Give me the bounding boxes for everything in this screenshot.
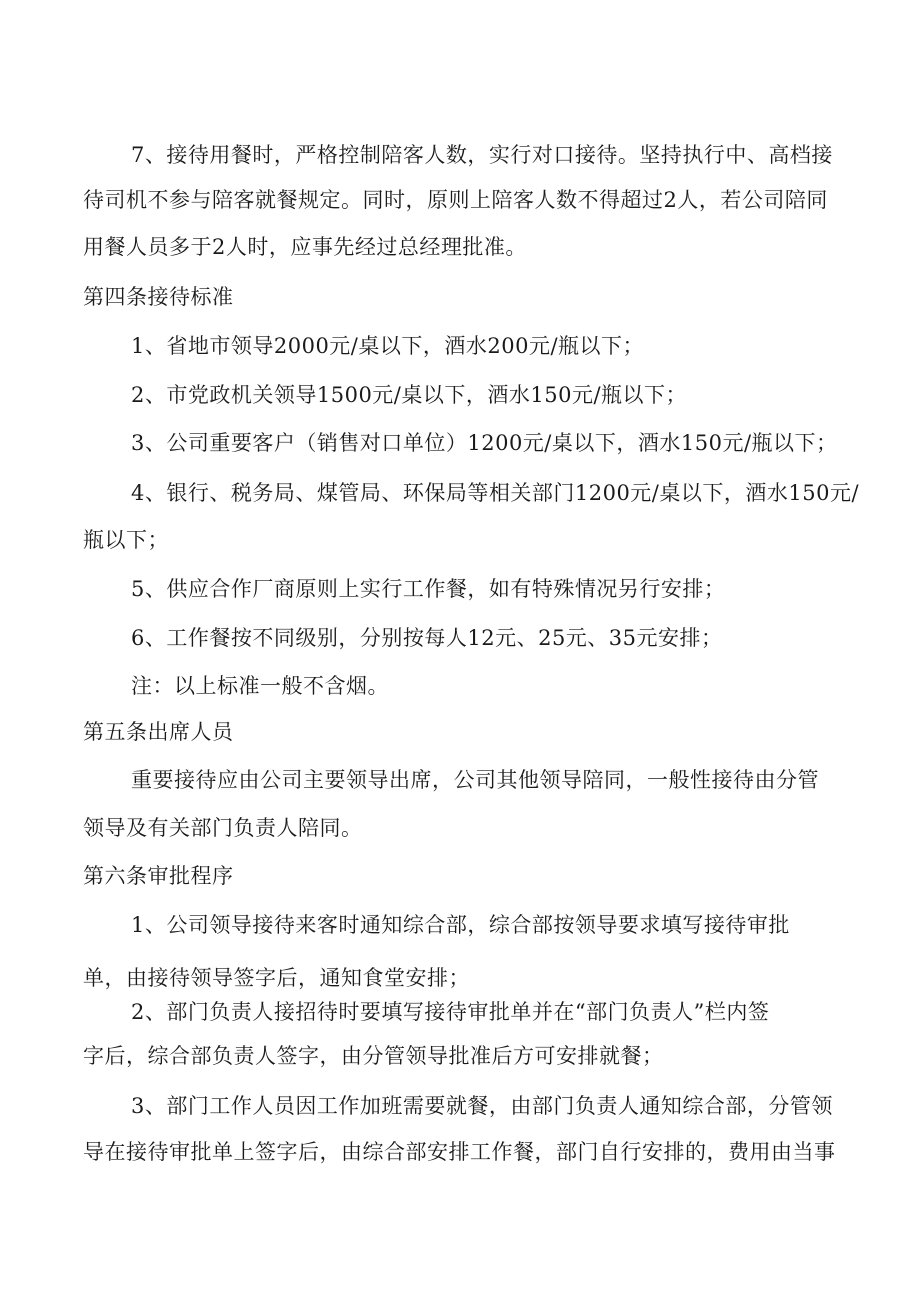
item7-line2: 待司机不参与陪客就餐规定。同时，原则上陪客人数不得超过2人，若公司陪同 bbox=[83, 188, 828, 212]
article4-item3: 3、公司重要客户（销售对口单位）1200元/桌以下，酒水150元/瓶以下； bbox=[131, 431, 838, 455]
article6-item2-line1: 2、部门负责人接招待时要填写接待审批单并在“部门负责人”栏内签 bbox=[131, 1000, 770, 1024]
article6-item1-line1: 1、公司领导接待来客时通知综合部，综合部按领导要求填写接待审批 bbox=[131, 913, 790, 937]
article6-heading: 第六条审批程序 bbox=[83, 864, 234, 888]
article6-item1-line2: 单，由接待领导签字后，通知食堂安排； bbox=[83, 966, 470, 990]
article6-item3-line1: 3、部门工作人员因工作加班需要就餐，由部门负责人通知综合部，分管领 bbox=[131, 1094, 833, 1118]
item7-line3: 用餐人员多于2人时，应事先经过总经理批准。 bbox=[83, 235, 527, 259]
article4-item4-line1: 4、银行、税务局、煤管局、环保局等相关部门1200元/桌以下，酒水150元/ bbox=[131, 481, 860, 505]
article4-item6: 6、工作餐按不同级别，分别按每人12元、25元、35元安排； bbox=[131, 626, 723, 650]
article4-item4-line2: 瓶以下； bbox=[83, 528, 169, 552]
article4-note: 注：以上标准一般不含烟。 bbox=[131, 674, 389, 698]
article5-heading: 第五条出席人员 bbox=[83, 720, 234, 744]
article4-heading: 第四条接待标准 bbox=[83, 285, 234, 309]
article4-item2: 2、市党政机关领导1500元/桌以下，酒水150元/瓶以下； bbox=[131, 383, 688, 407]
article4-item1: 1、省地市领导2000元/桌以下，酒水200元/瓶以下； bbox=[131, 334, 645, 358]
article5-body-line1: 重要接待应由公司主要领导出席，公司其他领导陪同，一般性接待由分管 bbox=[131, 768, 819, 792]
article4-item5: 5、供应合作厂商原则上实行工作餐，如有特殊情况另行安排； bbox=[131, 577, 726, 601]
item7-line1: 7、接待用餐时，严格控制陪客人数，实行对口接待。坚持执行中、高档接 bbox=[131, 143, 833, 167]
article5-body-line2: 领导及有关部门负责人陪同。 bbox=[83, 816, 363, 840]
article6-item3-line2: 导在接待审批单上签字后，由综合部安排工作餐，部门自行安排的，费用由当事 bbox=[83, 1140, 836, 1164]
article6-item2-line2: 字后，综合部负责人签字，由分管领导批准后方可安排就餐； bbox=[83, 1044, 664, 1068]
